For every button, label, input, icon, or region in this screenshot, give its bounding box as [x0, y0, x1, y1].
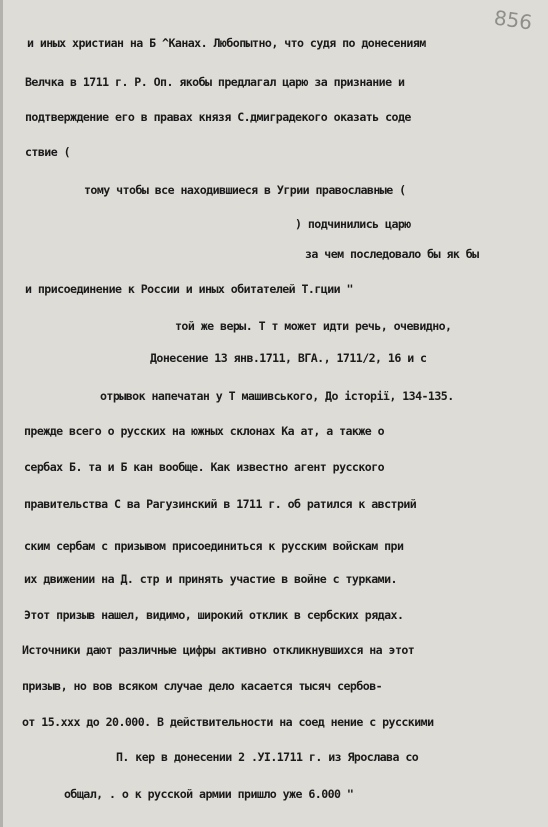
text-line: той же веры. Т т может идти речь, очевидно, — [175, 319, 452, 333]
text-line: и иных христиан на Б ^Канах. Любопытно, что судя по донесениям — [27, 36, 426, 50]
text-line: правительства С ва Рагузинский в 1711 г. об ратился к австрий — [24, 497, 417, 511]
text-line: и присоединение к России и иных обитателей Т.гции " — [25, 282, 353, 296]
text-line: Велчка в 1711 г. Р. Оп. якобы предлагал царю за признание и — [25, 75, 405, 89]
text-line: за чем последовало бы як бы — [305, 247, 479, 261]
text-line: тому чтобы все находившиеся в Угрии православные ( — [84, 183, 406, 197]
text-line: отрывок напечатан у Т машивського, До історії, 134-135. — [100, 389, 454, 403]
text-line: от 15.ххх до 20.000. В действительности на соед нение с русскими — [22, 715, 434, 729]
text-line: Этот призыв нашел, видимо, широкий отклик в сербских рядах. — [24, 608, 404, 622]
text-line: сербах Б. та и Б кан вообще. Как известно агент русского — [24, 460, 385, 474]
text-line: ) подчинились царю — [295, 217, 411, 231]
text-line: ствие ( — [25, 145, 71, 159]
text-line: подтверждение его в правах князя С.дмиградекого оказать соде — [25, 110, 411, 124]
text-line: прежде всего о русских на южных склонах Ка ат, а также о — [24, 424, 385, 438]
text-line: Источники дают различные цифры активно откликнувшихся на этот — [22, 643, 415, 657]
page-edge-shadow — [0, 0, 3, 827]
text-line: П. кер в донесении 2 .УI.1711 г. из Ярослава со — [116, 750, 419, 764]
page-number-handwritten: 856 — [492, 5, 534, 35]
text-line: общал, . о к русской армии пришло уже 6.000 " — [64, 787, 354, 801]
text-line: их движении на Д. стр и принять участие в войне с турками. — [24, 572, 397, 586]
text-line: призыв, но вов всяком случае дело касается тысяч сербов- — [22, 679, 383, 693]
text-line: ским сербам с призывом присоединиться к русским войскам при — [24, 539, 404, 553]
text-line: Донесение 13 янв.1711, ВГА., 1711/2, 16 и с — [150, 351, 427, 365]
